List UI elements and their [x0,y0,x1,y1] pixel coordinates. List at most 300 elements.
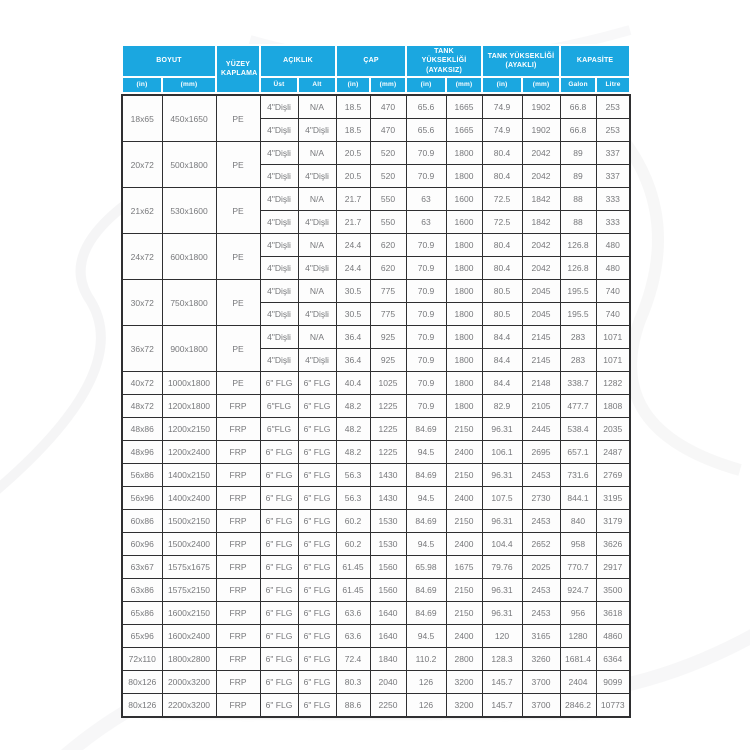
cell-size-in: 60x96 [122,533,162,556]
cell-height-ayakli-in: 80.5 [482,303,522,326]
cell-coating: FRP [216,556,260,579]
cell-cap-in: 24.4 [336,234,370,257]
cell-size-in: 40x72 [122,372,162,395]
cell-height-ayaksiz-in: 84.69 [406,464,446,487]
cell-litre: 2769 [596,464,630,487]
cell-height-ayakli-mm: 2445 [522,418,560,441]
cell-height-ayaksiz-in: 70.9 [406,349,446,372]
cell-litre: 333 [596,188,630,211]
subheader-cap-in: (in) [336,77,370,93]
subheader-alt: Alt [298,77,336,93]
table-row [122,602,630,625]
cell-cap-in: 61.45 [336,556,370,579]
cell-litre: 480 [596,257,630,280]
cell-alt: 6" FLG [298,510,336,533]
cell-cap-mm: 925 [370,326,406,349]
cell-height-ayaksiz-in: 84.69 [406,579,446,602]
cell-cap-mm: 2040 [370,671,406,694]
cell-cap-mm: 1430 [370,464,406,487]
cell-cap-in: 36.4 [336,349,370,372]
cell-size-mm: 450x1650 [162,95,216,142]
header-tank-yuksekligi-ayakli: TANK YÜKSEKLİĞİ (AYAKLI) [482,45,560,77]
cell-size-in: 65x96 [122,625,162,648]
cell-cap-in: 72.4 [336,648,370,671]
cell-litre: 10773 [596,694,630,718]
table-row [122,694,630,718]
cell-alt: 6" FLG [298,625,336,648]
cell-cap-in: 56.3 [336,464,370,487]
cell-size-mm: 2200x3200 [162,694,216,718]
cell-ust: 6" FLG [260,556,298,579]
cell-size-in: 80x126 [122,671,162,694]
cell-height-ayakli-mm: 3700 [522,694,560,718]
cell-height-ayaksiz-mm: 2150 [446,579,482,602]
cell-cap-mm: 1560 [370,556,406,579]
cell-height-ayaksiz-mm: 1800 [446,395,482,418]
cell-galon: 924.7 [560,579,596,602]
cell-litre: 337 [596,165,630,188]
cell-cap-in: 60.2 [336,533,370,556]
cell-ust: 4"Dişli [260,188,298,211]
cell-coating: FRP [216,418,260,441]
cell-height-ayaksiz-mm: 1800 [446,349,482,372]
cell-cap-mm: 520 [370,142,406,165]
cell-size-in: 48x96 [122,441,162,464]
cell-height-ayaksiz-in: 70.9 [406,257,446,280]
cell-height-ayaksiz-mm: 1665 [446,95,482,119]
cell-galon: 89 [560,142,596,165]
cell-cap-in: 20.5 [336,142,370,165]
cell-cap-in: 60.2 [336,510,370,533]
cell-height-ayaksiz-mm: 1800 [446,372,482,395]
cell-cap-in: 63.6 [336,625,370,648]
cell-galon: 89 [560,165,596,188]
cell-height-ayakli-in: 96.31 [482,602,522,625]
cell-ust: 4"Dişli [260,234,298,257]
cell-coating: PE [216,188,260,234]
table-row [122,188,630,211]
cell-cap-mm: 1840 [370,648,406,671]
cell-height-ayakli-mm: 2453 [522,510,560,533]
cell-size-mm: 1200x2150 [162,418,216,441]
cell-height-ayakli-mm: 2042 [522,142,560,165]
cell-ust: 6" FLG [260,510,298,533]
cell-coating: PE [216,280,260,326]
cell-ust: 6" FLG [260,464,298,487]
cell-height-ayakli-mm: 2025 [522,556,560,579]
cell-height-ayakli-in: 80.4 [482,142,522,165]
cell-height-ayaksiz-in: 65.6 [406,119,446,142]
cell-height-ayaksiz-in: 94.5 [406,487,446,510]
cell-litre: 253 [596,119,630,142]
cell-cap-mm: 550 [370,211,406,234]
cell-height-ayaksiz-in: 65.98 [406,556,446,579]
cell-galon: 66.8 [560,119,596,142]
cell-cap-in: 40.4 [336,372,370,395]
cell-cap-mm: 1225 [370,418,406,441]
cell-litre: 740 [596,280,630,303]
cell-alt: 6" FLG [298,533,336,556]
cell-height-ayakli-mm: 2105 [522,395,560,418]
cell-ust: 4"Dişli [260,119,298,142]
cell-size-mm: 1600x2150 [162,602,216,625]
cell-ust: 6" FLG [260,671,298,694]
cell-ust: 4"Dişli [260,257,298,280]
cell-ust: 6" FLG [260,602,298,625]
cell-height-ayakli-in: 145.7 [482,671,522,694]
table-row [122,648,630,671]
cell-litre: 3500 [596,579,630,602]
header-aciklik: AÇIKLIK [260,45,336,77]
cell-ust: 6" FLG [260,694,298,718]
cell-height-ayakli-in: 104.4 [482,533,522,556]
cell-size-in: 48x72 [122,395,162,418]
cell-cap-in: 56.3 [336,487,370,510]
cell-size-in: 48x86 [122,418,162,441]
cell-coating: FRP [216,694,260,718]
cell-height-ayaksiz-mm: 1600 [446,188,482,211]
cell-litre: 2035 [596,418,630,441]
cell-galon: 126.8 [560,234,596,257]
cell-alt: 6" FLG [298,441,336,464]
table-row [122,142,630,165]
cell-size-mm: 2000x3200 [162,671,216,694]
cell-ust: 4"Dişli [260,165,298,188]
cell-height-ayaksiz-in: 84.69 [406,418,446,441]
cell-height-ayaksiz-in: 94.5 [406,533,446,556]
cell-coating: FRP [216,579,260,602]
cell-height-ayaksiz-mm: 1665 [446,119,482,142]
cell-height-ayakli-in: 145.7 [482,694,522,718]
cell-ust: 4"Dişli [260,303,298,326]
header-boyut: BOYUT [122,45,216,77]
cell-height-ayaksiz-in: 70.9 [406,326,446,349]
cell-height-ayaksiz-mm: 1800 [446,142,482,165]
cell-height-ayakli-in: 80.4 [482,257,522,280]
cell-size-in: 56x86 [122,464,162,487]
cell-height-ayakli-mm: 2695 [522,441,560,464]
cell-alt: N/A [298,95,336,119]
cell-cap-in: 30.5 [336,303,370,326]
table-row [122,95,630,119]
cell-litre: 740 [596,303,630,326]
cell-height-ayaksiz-mm: 2150 [446,464,482,487]
cell-height-ayakli-in: 96.31 [482,418,522,441]
cell-height-ayaksiz-in: 70.9 [406,142,446,165]
cell-galon: 477.7 [560,395,596,418]
cell-alt: 6" FLG [298,395,336,418]
header-yuzey-kaplama: YÜZEY KAPLAMA [216,45,260,93]
cell-cap-in: 88.6 [336,694,370,718]
cell-cap-in: 36.4 [336,326,370,349]
cell-height-ayaksiz-mm: 1675 [446,556,482,579]
cell-ust: 6" FLG [260,533,298,556]
cell-height-ayakli-mm: 2453 [522,464,560,487]
cell-alt: N/A [298,234,336,257]
cell-height-ayaksiz-in: 84.69 [406,510,446,533]
cell-height-ayaksiz-in: 63 [406,211,446,234]
cell-galon: 1280 [560,625,596,648]
cell-cap-mm: 520 [370,165,406,188]
cell-size-in: 63x86 [122,579,162,602]
cell-height-ayakli-mm: 1902 [522,95,560,119]
cell-galon: 66.8 [560,95,596,119]
cell-height-ayakli-in: 96.31 [482,579,522,602]
cell-coating: FRP [216,671,260,694]
cell-height-ayakli-in: 84.4 [482,372,522,395]
cell-coating: FRP [216,395,260,418]
cell-cap-mm: 620 [370,257,406,280]
cell-height-ayaksiz-in: 70.9 [406,280,446,303]
cell-coating: FRP [216,441,260,464]
cell-height-ayakli-in: 80.4 [482,234,522,257]
cell-size-mm: 750x1800 [162,280,216,326]
table-row [122,625,630,648]
subheader-cap-mm: (mm) [370,77,406,93]
cell-height-ayakli-mm: 2042 [522,257,560,280]
cell-cap-in: 24.4 [336,257,370,280]
spec-table-body [121,94,631,718]
cell-height-ayaksiz-in: 70.9 [406,234,446,257]
cell-height-ayakli-in: 72.5 [482,211,522,234]
cell-litre: 3626 [596,533,630,556]
cell-height-ayaksiz-mm: 2400 [446,441,482,464]
subheader-ayakli-mm: (mm) [522,77,560,93]
cell-cap-in: 63.6 [336,602,370,625]
cell-height-ayaksiz-in: 126 [406,694,446,718]
cell-galon: 88 [560,211,596,234]
cell-size-mm: 1600x2400 [162,625,216,648]
cell-cap-mm: 1640 [370,602,406,625]
cell-height-ayaksiz-mm: 1800 [446,234,482,257]
cell-height-ayaksiz-in: 70.9 [406,395,446,418]
cell-alt: N/A [298,280,336,303]
cell-galon: 126.8 [560,257,596,280]
cell-litre: 3195 [596,487,630,510]
cell-alt: N/A [298,188,336,211]
cell-galon: 283 [560,326,596,349]
cell-height-ayakli-in: 82.9 [482,395,522,418]
cell-coating: FRP [216,464,260,487]
cell-litre: 1071 [596,326,630,349]
table-row [122,464,630,487]
cell-height-ayakli-mm: 2145 [522,326,560,349]
cell-litre: 337 [596,142,630,165]
cell-size-mm: 1200x2400 [162,441,216,464]
table-row [122,671,630,694]
cell-coating: FRP [216,648,260,671]
cell-height-ayakli-mm: 1842 [522,211,560,234]
cell-height-ayaksiz-in: 94.5 [406,441,446,464]
cell-ust: 4"Dişli [260,95,298,119]
cell-height-ayakli-mm: 2045 [522,303,560,326]
cell-cap-in: 80.3 [336,671,370,694]
cell-cap-mm: 1640 [370,625,406,648]
cell-galon: 338.7 [560,372,596,395]
cell-height-ayakli-in: 96.31 [482,510,522,533]
cell-size-in: 63x67 [122,556,162,579]
subheader-ayaksiz-mm: (mm) [446,77,482,93]
table-row [122,395,630,418]
table-row [122,579,630,602]
cell-litre: 2917 [596,556,630,579]
cell-galon: 958 [560,533,596,556]
cell-cap-mm: 925 [370,349,406,372]
cell-litre: 4860 [596,625,630,648]
cell-cap-mm: 1430 [370,487,406,510]
header-cap: ÇAP [336,45,406,77]
cell-height-ayakli-in: 128.3 [482,648,522,671]
cell-ust: 4"Dişli [260,280,298,303]
cell-alt: 6" FLG [298,418,336,441]
subheader-litre: Litre [596,77,630,93]
cell-coating: FRP [216,602,260,625]
cell-galon: 2404 [560,671,596,694]
cell-coating: FRP [216,533,260,556]
cell-size-in: 65x86 [122,602,162,625]
cell-alt: N/A [298,326,336,349]
cell-height-ayakli-in: 84.4 [482,349,522,372]
cell-litre: 9099 [596,671,630,694]
cell-cap-in: 21.7 [336,188,370,211]
cell-size-mm: 1200x1800 [162,395,216,418]
cell-cap-mm: 470 [370,95,406,119]
cell-litre: 2487 [596,441,630,464]
cell-coating: PE [216,372,260,395]
cell-alt: 4"Dişli [298,303,336,326]
cell-height-ayakli-mm: 2453 [522,579,560,602]
cell-size-in: 21x62 [122,188,162,234]
cell-height-ayakli-in: 120 [482,625,522,648]
cell-alt: 4"Dişli [298,349,336,372]
table-row [122,487,630,510]
cell-height-ayakli-in: 72.5 [482,188,522,211]
cell-cap-mm: 2250 [370,694,406,718]
cell-litre: 3179 [596,510,630,533]
cell-size-in: 30x72 [122,280,162,326]
cell-height-ayakli-in: 84.4 [482,326,522,349]
cell-coating: FRP [216,625,260,648]
cell-ust: 6" FLG [260,625,298,648]
cell-height-ayakli-mm: 1842 [522,188,560,211]
cell-alt: 6" FLG [298,487,336,510]
cell-height-ayaksiz-mm: 2150 [446,510,482,533]
cell-ust: 4"Dişli [260,326,298,349]
subheader-ust: Üst [260,77,298,93]
spec-table-header [121,44,631,94]
cell-cap-in: 18.5 [336,119,370,142]
header-tank-yuksekligi-ayaksiz: TANK YÜKSEKLİĞİ (AYAKSIZ) [406,45,482,77]
header-kapasite: KAPASİTE [560,45,630,77]
cell-size-in: 56x96 [122,487,162,510]
cell-size-mm: 500x1800 [162,142,216,188]
cell-height-ayakli-in: 107.5 [482,487,522,510]
cell-size-mm: 1800x2800 [162,648,216,671]
cell-cap-mm: 1025 [370,372,406,395]
cell-litre: 1282 [596,372,630,395]
cell-height-ayakli-in: 74.9 [482,95,522,119]
cell-height-ayakli-in: 96.31 [482,464,522,487]
cell-ust: 4"Dişli [260,142,298,165]
cell-alt: N/A [298,142,336,165]
cell-size-mm: 1500x2150 [162,510,216,533]
cell-height-ayakli-in: 106.1 [482,441,522,464]
cell-height-ayakli-in: 79.76 [482,556,522,579]
cell-cap-in: 48.2 [336,418,370,441]
subheader-galon: Galon [560,77,596,93]
cell-ust: 4"Dişli [260,211,298,234]
cell-height-ayaksiz-mm: 2800 [446,648,482,671]
cell-height-ayakli-mm: 2042 [522,165,560,188]
cell-cap-in: 48.2 [336,441,370,464]
cell-ust: 6" FLG [260,579,298,602]
cell-alt: 6" FLG [298,671,336,694]
cell-alt: 4"Dişli [298,119,336,142]
cell-cap-mm: 470 [370,119,406,142]
cell-height-ayaksiz-mm: 1800 [446,326,482,349]
table-row [122,372,630,395]
cell-height-ayakli-mm: 3260 [522,648,560,671]
table-row [122,510,630,533]
cell-size-mm: 1400x2400 [162,487,216,510]
subheader-boyut-mm: (mm) [162,77,216,93]
cell-height-ayaksiz-in: 126 [406,671,446,694]
cell-cap-in: 48.2 [336,395,370,418]
cell-height-ayaksiz-mm: 2400 [446,487,482,510]
cell-size-in: 24x72 [122,234,162,280]
cell-height-ayaksiz-mm: 2150 [446,418,482,441]
cell-height-ayakli-mm: 2652 [522,533,560,556]
cell-ust: 6" FLG [260,487,298,510]
cell-height-ayaksiz-mm: 1600 [446,211,482,234]
cell-litre: 253 [596,95,630,119]
cell-height-ayaksiz-in: 84.69 [406,602,446,625]
cell-galon: 1681.4 [560,648,596,671]
cell-cap-mm: 550 [370,188,406,211]
cell-height-ayaksiz-mm: 2400 [446,625,482,648]
cell-coating: PE [216,326,260,372]
subheader-ayakli-in: (in) [482,77,522,93]
table-row [122,418,630,441]
cell-galon: 88 [560,188,596,211]
cell-size-mm: 1500x2400 [162,533,216,556]
cell-size-in: 60x86 [122,510,162,533]
cell-height-ayaksiz-mm: 1800 [446,280,482,303]
cell-galon: 840 [560,510,596,533]
cell-cap-in: 20.5 [336,165,370,188]
cell-coating: PE [216,95,260,142]
header-main-row [122,45,630,77]
cell-height-ayaksiz-in: 110.2 [406,648,446,671]
cell-alt: 6" FLG [298,372,336,395]
cell-litre: 1071 [596,349,630,372]
cell-litre: 1808 [596,395,630,418]
cell-cap-mm: 775 [370,280,406,303]
cell-cap-mm: 1560 [370,579,406,602]
cell-size-in: 36x72 [122,326,162,372]
cell-size-in: 72x110 [122,648,162,671]
cell-galon: 731.6 [560,464,596,487]
cell-height-ayakli-in: 80.5 [482,280,522,303]
cell-cap-in: 21.7 [336,211,370,234]
cell-alt: 4"Dişli [298,165,336,188]
cell-size-mm: 1400x2150 [162,464,216,487]
table-row [122,234,630,257]
cell-coating: FRP [216,510,260,533]
cell-size-mm: 1000x1800 [162,372,216,395]
table-row [122,326,630,349]
cell-cap-mm: 1225 [370,441,406,464]
